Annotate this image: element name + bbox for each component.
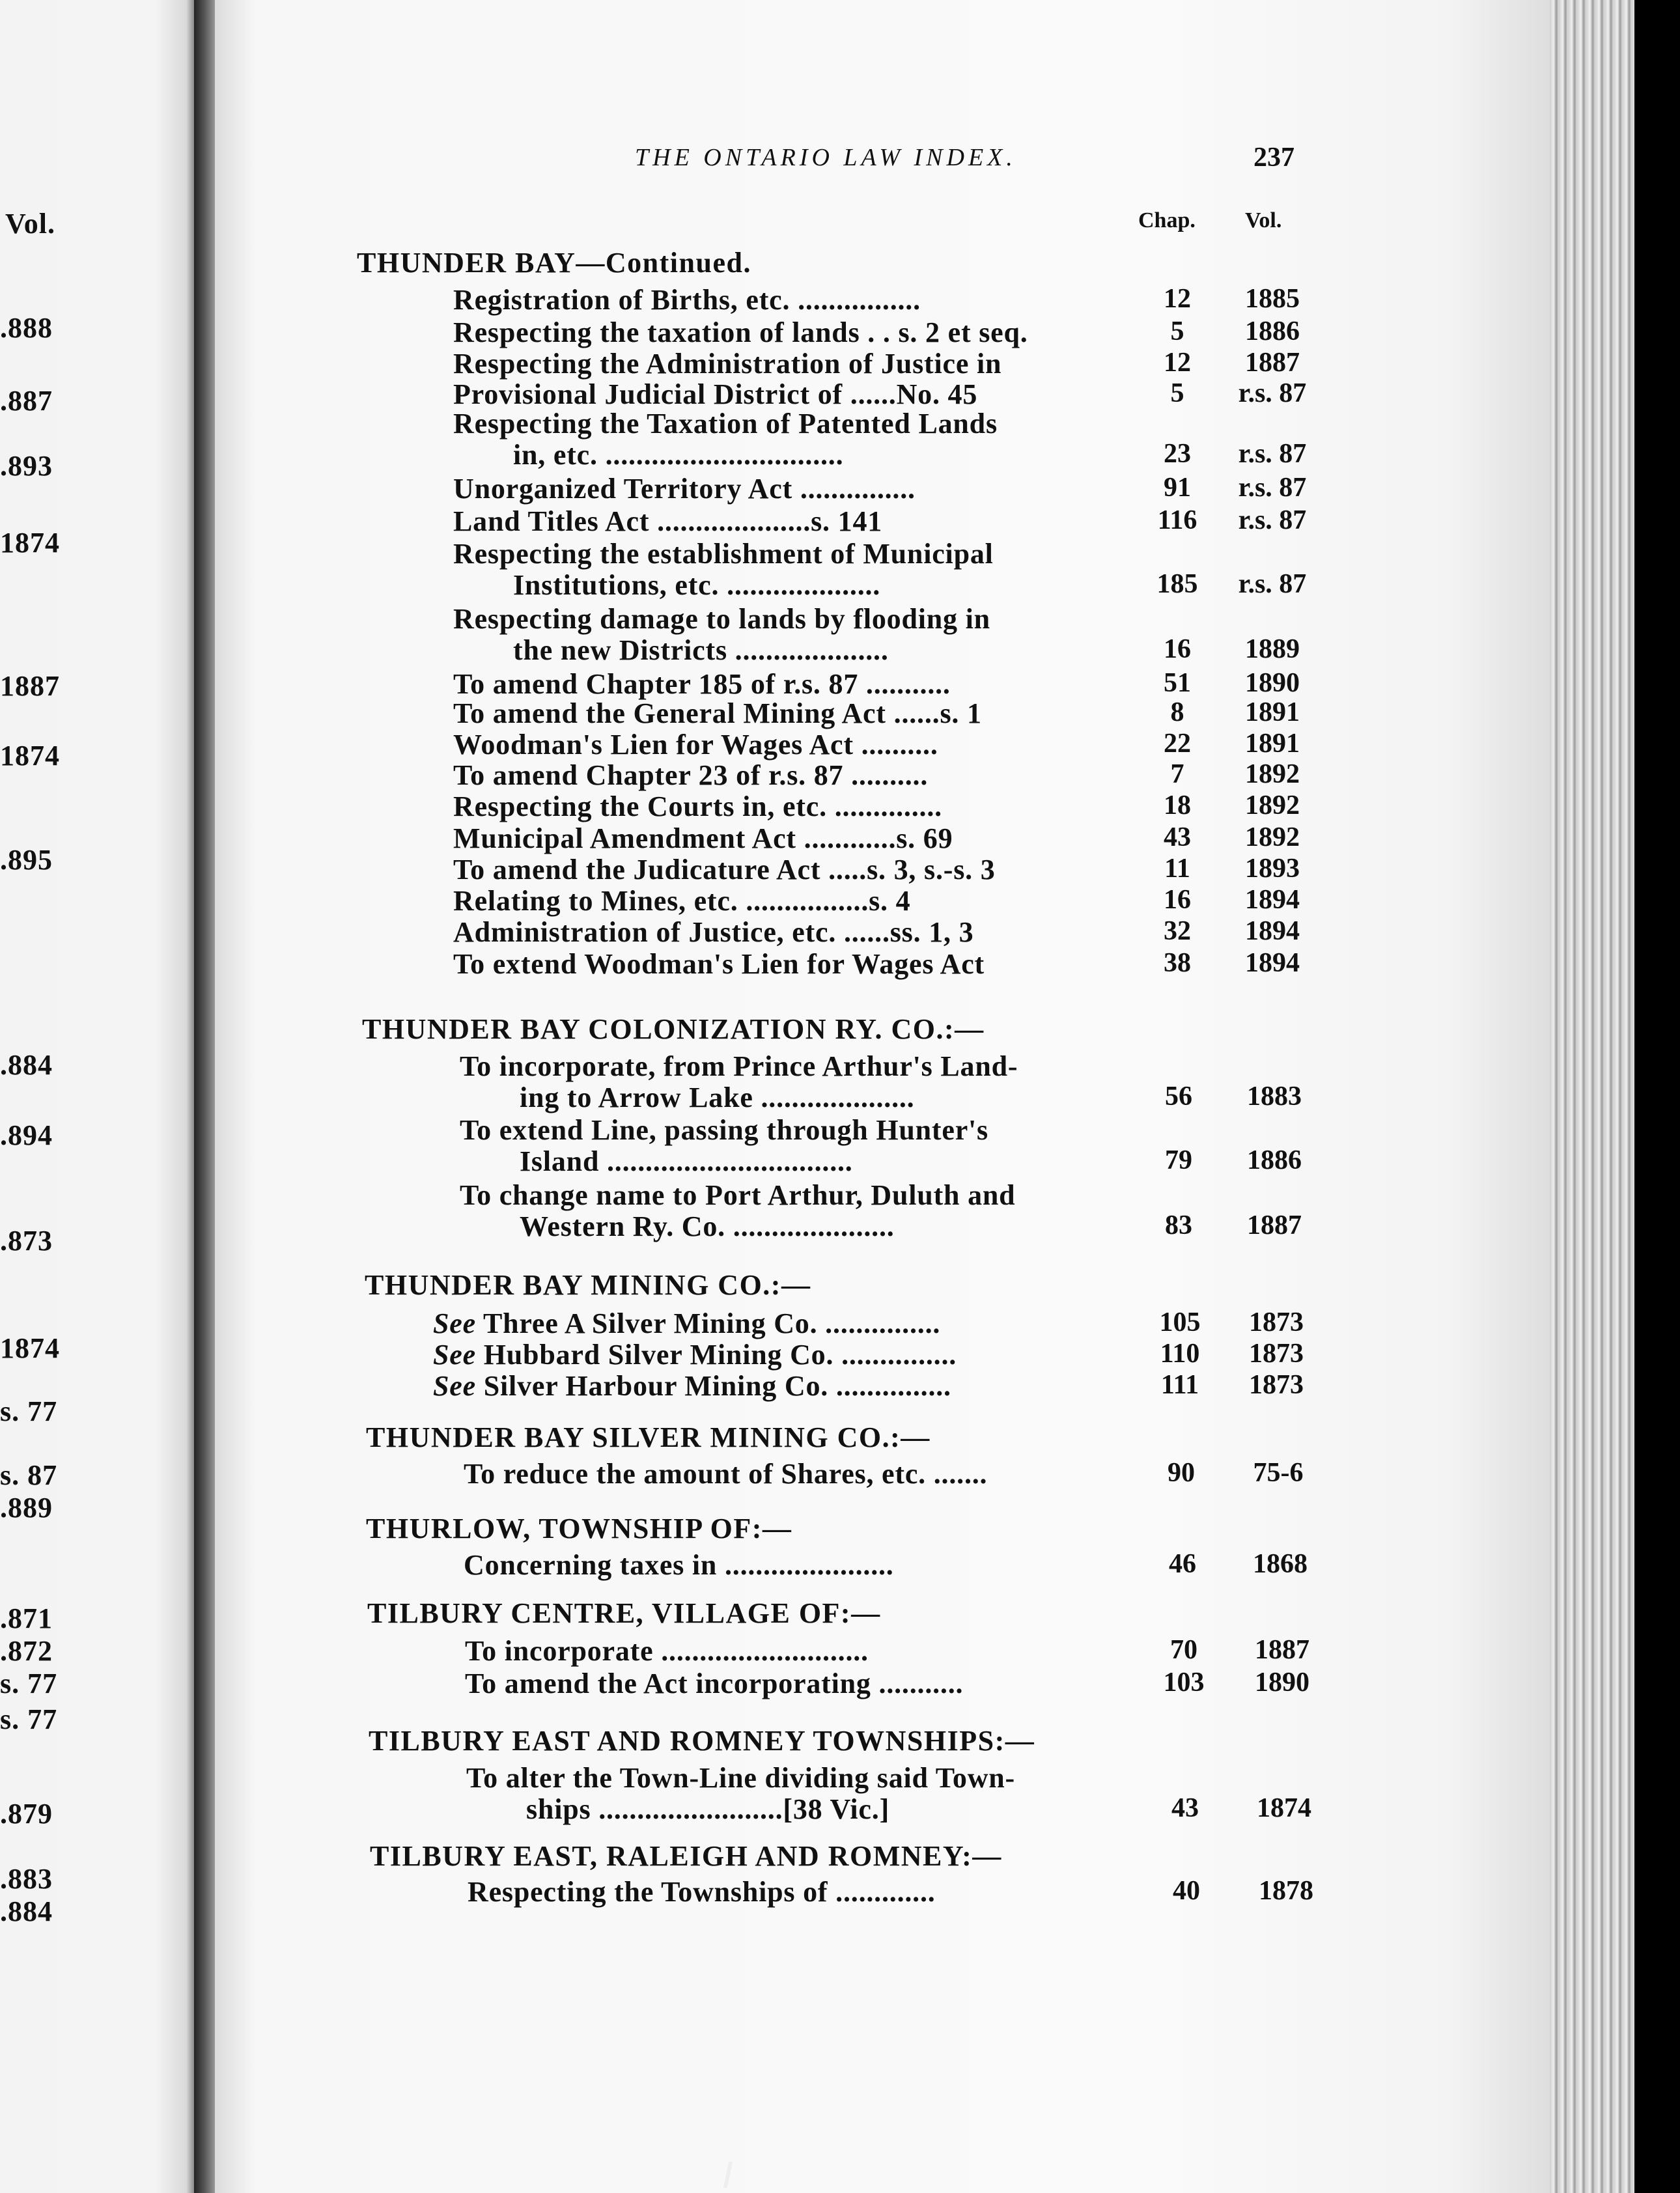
chapter-number: 22 <box>1164 729 1191 759</box>
chapter-number: 116 <box>1157 505 1197 535</box>
volume-year: r.s. 87 <box>1238 569 1307 599</box>
entry-line: ing to Arrow Lake .................... <box>520 1082 915 1113</box>
chapter-number: 43 <box>1171 1793 1199 1823</box>
volume-year: 1894 <box>1245 885 1300 915</box>
chapter-number: 90 <box>1168 1458 1195 1488</box>
left-page-fragment: .888 <box>0 312 53 344</box>
chapter-number: 103 <box>1163 1668 1205 1697</box>
section-heading: TILBURY EAST, RALEIGH AND ROMNEY:— <box>370 1840 1002 1872</box>
entry-line: Relating to Mines, etc. ................s. 4 <box>453 885 911 917</box>
volume-year: 1878 <box>1259 1876 1313 1906</box>
chapter-number: 79 <box>1165 1145 1192 1175</box>
left-page-fragment: 1874 <box>0 740 60 772</box>
entry-line: Western Ry. Co. ..................... <box>520 1210 895 1242</box>
entry-line: Hubbard Silver Mining Co. ............... <box>483 1339 957 1371</box>
chapter-number: 18 <box>1164 790 1191 820</box>
entry-text <box>453 316 1028 349</box>
chapter-number: 110 <box>1160 1339 1200 1369</box>
chapter-number: 12 <box>1164 284 1191 314</box>
see-reference: See <box>433 1339 476 1371</box>
entry-line: Island ................................ <box>520 1145 853 1177</box>
section-heading: THUNDER BAY—Continued. <box>357 247 751 279</box>
entry-text <box>520 1210 895 1243</box>
column-header-vol: Vol. <box>1245 208 1282 232</box>
entry-line: Concerning taxes in ...................... <box>464 1549 894 1581</box>
volume-year: r.s. 87 <box>1238 505 1307 535</box>
chapter-number: 56 <box>1165 1082 1192 1111</box>
entry-text <box>453 947 985 981</box>
entry-text <box>460 1179 1015 1212</box>
entry-text <box>453 915 973 949</box>
section-heading: THUNDER BAY SILVER MINING CO.:— <box>366 1421 931 1453</box>
volume-year: r.s. 87 <box>1238 378 1307 408</box>
entry-line: Institutions, etc. .................... <box>513 569 881 601</box>
entry-line: Respecting damage to lands by flooding in <box>453 603 990 635</box>
entry-line: To reduce the amount of Shares, etc. ....... <box>464 1458 988 1490</box>
chapter-number: 16 <box>1164 885 1191 915</box>
left-page-fragment: s. 77 <box>0 1703 58 1735</box>
left-page-fragment: .879 <box>0 1798 53 1830</box>
left-page-fragment: 1887 <box>0 670 60 702</box>
volume-year: r.s. 87 <box>1238 473 1307 503</box>
entry-text <box>433 1338 957 1371</box>
volume-year: 1887 <box>1245 348 1300 378</box>
entry-line: Respecting the Taxation of Patented Lands <box>453 408 998 440</box>
volume-year: 1886 <box>1245 316 1300 346</box>
left-page-fragment: .883 <box>0 1863 53 1895</box>
entry-text <box>453 884 910 917</box>
entry-line: Provisional Judicial District of ......No. 45 <box>453 378 978 410</box>
entry-line: To amend the Judicature Act .....s. 3, s.-s. 3 <box>453 854 996 886</box>
volume-year: 1891 <box>1245 729 1300 759</box>
volume-year: 1868 <box>1253 1549 1308 1579</box>
section-heading: TILBURY EAST AND ROMNEY TOWNSHIPS:— <box>369 1725 1035 1757</box>
entry-line: Administration of Justice, etc. ......ss. 1, 3 <box>453 916 974 948</box>
volume-year: 1873 <box>1249 1370 1304 1400</box>
entry-line: Silver Harbour Mining Co. ............... <box>483 1370 951 1402</box>
chapter-number: 16 <box>1164 634 1191 664</box>
left-page-fragment: s. 77 <box>0 1395 58 1427</box>
entry-line: Three A Silver Mining Co. ............... <box>483 1307 941 1339</box>
left-page-fragment: s. 77 <box>0 1668 58 1699</box>
entry-text <box>453 378 977 411</box>
entry-line: Respecting the Administration of Justice in <box>453 348 1002 380</box>
volume-year: 1892 <box>1245 822 1300 852</box>
entry-text <box>453 283 921 316</box>
section-heading: TILBURY CENTRE, VILLAGE OF:— <box>367 1597 881 1629</box>
left-page-fragment: .887 <box>0 385 53 417</box>
chapter-number: 51 <box>1164 668 1191 698</box>
entry-line: To amend Chapter 185 of r.s. 87 ........... <box>453 668 951 700</box>
entry-text <box>520 1081 914 1114</box>
entry-text <box>453 407 998 440</box>
volume-year: 1873 <box>1249 1307 1304 1337</box>
section-heading: THUNDER BAY MINING CO.:— <box>365 1269 811 1301</box>
left-page-fragment: .884 <box>0 1049 53 1081</box>
entry-text <box>433 1307 940 1340</box>
see-reference: See <box>433 1307 476 1339</box>
entry-line: Land Titles Act ....................s. 141 <box>453 505 883 537</box>
left-page-fragment: .873 <box>0 1225 53 1257</box>
entry-line: Municipal Amendment Act ............s. 69 <box>453 822 953 854</box>
entry-text <box>513 568 880 602</box>
volume-year: 1893 <box>1245 854 1300 884</box>
volume-year: 1890 <box>1255 1668 1309 1697</box>
entry-line: the new Districts .................... <box>513 634 889 666</box>
entry-text <box>453 472 916 505</box>
entry-text <box>453 505 882 538</box>
left-page-fragment: .884 <box>0 1895 53 1927</box>
chapter-number: 185 <box>1156 569 1198 599</box>
entry-text <box>433 1369 951 1403</box>
left-page-fragment: .889 <box>0 1492 53 1524</box>
section-heading: THURLOW, TOWNSHIP OF:— <box>366 1513 792 1544</box>
chapter-number: 5 <box>1170 378 1184 408</box>
volume-year: 1891 <box>1245 697 1300 727</box>
entry-text <box>465 1634 869 1668</box>
entry-line: ships ........................[38 Vic.] <box>526 1793 890 1825</box>
left-page-fragment: .894 <box>0 1119 53 1151</box>
entry-line: To incorporate ........................... <box>465 1635 869 1667</box>
entry-text <box>468 1875 936 1908</box>
entry-text <box>466 1761 1015 1795</box>
chapter-number: 38 <box>1164 948 1191 978</box>
entry-line: To amend the Act incorporating ........... <box>465 1668 964 1699</box>
entry-text <box>453 697 982 730</box>
entry-line: in, etc. ............................... <box>513 439 844 471</box>
chapter-number: 43 <box>1164 822 1191 852</box>
volume-year: 1887 <box>1247 1210 1302 1240</box>
entry-line: To extend Woodman's Lien for Wages Act <box>453 948 985 980</box>
volume-year: 1874 <box>1257 1793 1311 1823</box>
entry-text <box>453 728 938 761</box>
entry-line: To amend the General Mining Act ......s. 1 <box>453 697 982 729</box>
entry-text <box>453 853 996 886</box>
entry-text <box>453 759 928 792</box>
entry-text <box>464 1457 987 1490</box>
entry-text <box>453 790 942 823</box>
chapter-number: 8 <box>1170 697 1184 727</box>
entry-text <box>513 634 889 667</box>
chapter-number: 12 <box>1164 348 1191 378</box>
entry-line: To change name to Port Arthur, Duluth and <box>460 1179 1016 1211</box>
left-page-fragment: Vol. <box>5 208 55 240</box>
left-page-fragment: 1874 <box>0 1332 60 1364</box>
left-page-fragment: .871 <box>0 1602 53 1634</box>
volume-year: 1886 <box>1247 1145 1302 1175</box>
see-reference: See <box>433 1370 476 1402</box>
entry-text <box>513 438 843 471</box>
chapter-number: 111 <box>1160 1370 1199 1400</box>
entry-line: Unorganized Territory Act ............... <box>453 473 916 505</box>
chapter-number: 7 <box>1170 759 1184 789</box>
left-page-fragment: .895 <box>0 844 53 876</box>
chapter-number: 83 <box>1165 1210 1192 1240</box>
volume-year: 1892 <box>1245 759 1300 789</box>
volume-year: 75-6 <box>1253 1458 1304 1488</box>
volume-year: 1873 <box>1249 1339 1304 1369</box>
entry-line: Respecting the Townships of ............. <box>468 1876 936 1908</box>
chapter-number: 91 <box>1164 473 1191 503</box>
entry-text <box>453 602 990 636</box>
left-page-fragment: .893 <box>0 450 53 482</box>
entry-line: Woodman's Lien for Wages Act .......... <box>453 729 938 761</box>
page-edges <box>1550 0 1634 2193</box>
entry-line: To incorporate, from Prince Arthur's Land- <box>460 1050 1018 1082</box>
volume-year: 1892 <box>1245 790 1300 820</box>
volume-year: 1890 <box>1245 668 1300 698</box>
entry-text <box>460 1050 1018 1083</box>
volume-year: 1883 <box>1247 1082 1302 1111</box>
entry-line: To amend Chapter 23 of r.s. 87 .......... <box>453 759 929 791</box>
left-page-fragment: s. 87 <box>0 1459 58 1491</box>
column-header-chap: Chap. <box>1138 208 1196 232</box>
chapter-number: 70 <box>1170 1635 1197 1665</box>
edge-stamp <box>1511 899 1534 1198</box>
volume-year: 1894 <box>1245 948 1300 978</box>
chapter-number: 32 <box>1164 916 1191 946</box>
chapter-number: 46 <box>1169 1549 1196 1579</box>
entry-text <box>465 1667 963 1700</box>
entry-line: To alter the Town-Line dividing said Town- <box>466 1762 1016 1794</box>
chapter-number: 105 <box>1159 1307 1201 1337</box>
entry-text <box>453 537 994 570</box>
entry-text <box>453 822 953 855</box>
chapter-number: 5 <box>1170 316 1184 346</box>
volume-year: 1889 <box>1245 634 1300 664</box>
entry-text <box>520 1145 853 1178</box>
entry-text <box>453 667 951 701</box>
entry-text <box>464 1548 894 1582</box>
chapter-number: 11 <box>1164 854 1190 884</box>
chapter-number: 23 <box>1164 439 1191 469</box>
volume-year: 1894 <box>1245 916 1300 946</box>
entry-line: Respecting the establishment of Municipal <box>453 538 994 570</box>
running-title: THE ONTARIO LAW INDEX. <box>635 144 1016 171</box>
chapter-number: 40 <box>1173 1876 1200 1906</box>
volume-year: 1887 <box>1255 1635 1309 1665</box>
left-page-fragment: 1874 <box>0 527 60 559</box>
page-number: 237 <box>1253 143 1295 173</box>
entry-line: Respecting the Courts in, etc. .............. <box>453 790 942 822</box>
volume-year: 1885 <box>1245 284 1300 314</box>
entry-text <box>453 347 1001 380</box>
entry-line: Respecting the taxation of lands . . s. 2 et seq. <box>453 316 1028 348</box>
left-page-fragment: .872 <box>0 1635 53 1667</box>
entry-text <box>526 1793 889 1826</box>
volume-year: r.s. 87 <box>1238 439 1307 469</box>
entry-line: To extend Line, passing through Hunter's <box>460 1114 988 1146</box>
entry-text <box>460 1113 988 1147</box>
entry-line: Registration of Births, etc. ................ <box>453 284 921 316</box>
section-heading: THUNDER BAY COLONIZATION RY. CO.:— <box>362 1013 985 1045</box>
